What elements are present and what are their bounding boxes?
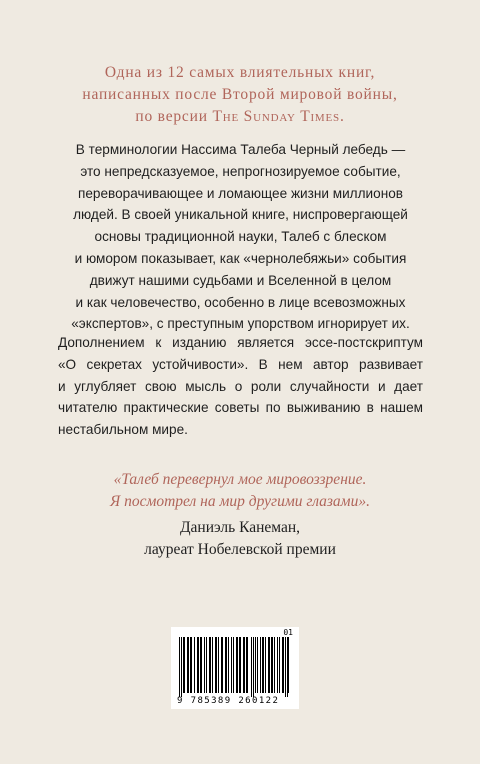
barcode-bar (209, 637, 211, 693)
tagline-line-1: Одна из 12 самых влиятельных книг, (104, 64, 376, 81)
barcode-bar (179, 637, 180, 697)
attribution-name: Даниэль Канеман, (179, 519, 301, 536)
quote-line-1: «Талеб перевернул мое мировоззрение. (113, 471, 367, 488)
barcode-bar (225, 637, 227, 693)
barcode-bar (218, 637, 219, 693)
paragraph-line: переворачивающее и ломающее жизни миллионов (77, 185, 403, 201)
barcode-bar (246, 637, 248, 693)
barcode-digits: 9 785389 260122 (177, 696, 280, 706)
barcode-bar (271, 637, 273, 693)
description-paragraph-2 (58, 332, 423, 441)
barcode-bar (197, 637, 199, 693)
barcode-bar (285, 637, 286, 697)
barcode-bar (287, 637, 288, 697)
barcode-bar (183, 637, 185, 693)
paragraph-line: «О секретах устойчивости». В нем автор развивает (58, 356, 423, 372)
paragraph-line: читателю практические советы по выживанию в нашем (58, 400, 423, 416)
tagline-suffix: . (339, 108, 345, 125)
barcode-addon: 01 (283, 628, 293, 637)
paragraph-line: и юмором показывает, как «чернолебяжьи» события (74, 250, 407, 266)
barcode-bar (228, 637, 229, 693)
barcode-bar (200, 637, 202, 693)
barcode-bar (239, 637, 241, 693)
barcode-bar (265, 637, 266, 693)
barcode-bar (257, 637, 258, 693)
barcode-bar (236, 637, 238, 693)
barcode-bar (243, 637, 245, 693)
paragraph-line: В терминологии Нассима Талеба Черный лебедь — (75, 142, 406, 157)
paragraph-line: движут нашими судьбами и Вселенной в целом (89, 272, 392, 288)
barcode-bar (194, 637, 195, 693)
barcode-bar (282, 637, 284, 693)
barcode-bar (277, 637, 278, 693)
paragraph-line: и углубляет свою мысль о роли случайности и дает (58, 378, 423, 394)
barcode-bar (204, 637, 205, 693)
paragraph-line: нестабильном мире. (58, 422, 188, 438)
paragraph-line: людей. В своей уникальной книге, ниспровергающей (73, 207, 408, 223)
barcode-bar (212, 637, 213, 693)
paragraph-line: это непредсказуемое, непрогнозируемое событие, (80, 163, 401, 179)
tagline-source: The Sunday Times (212, 108, 340, 125)
paragraph-line: основы традиционной науки, Талеб с блеском (94, 229, 387, 245)
barcode-bar (279, 637, 280, 693)
attribution-title: лауреат Нобелевской премии (144, 541, 336, 558)
barcode-bar (268, 637, 270, 693)
barcode-bar (221, 637, 223, 693)
barcode-bar (215, 637, 217, 693)
tagline-line-3 (40, 106, 440, 128)
barcode-bar (231, 637, 232, 693)
barcode-bar (288, 637, 289, 693)
description-paragraph-1 (58, 139, 423, 335)
review-quote (40, 469, 440, 513)
barcode (171, 627, 299, 709)
quote-attribution (40, 517, 440, 561)
quote-line-2: Я посмотрел на мир другими глазами». (110, 493, 370, 510)
barcode-bar (181, 637, 182, 697)
barcode-bar (253, 637, 254, 697)
paragraph-line: и как человечество, особенно в лице всевозможных (75, 294, 406, 310)
barcode-bar (274, 637, 275, 693)
barcode-bar (233, 637, 234, 693)
barcode-bar (190, 637, 192, 693)
barcode-bar (262, 637, 264, 693)
barcode-bar (187, 637, 189, 693)
paragraph-line: «экспертов», с преступным упорством игнорирует их. (71, 316, 410, 332)
barcode-bar (255, 637, 256, 693)
tagline-prefix: по версии (135, 108, 213, 125)
tagline (40, 62, 440, 128)
barcode-bar (251, 637, 252, 697)
tagline-line-2: написанных после Второй мировой войны, (82, 86, 398, 103)
barcode-bar (206, 637, 207, 693)
barcode-bar (260, 637, 261, 693)
paragraph-line: Дополнением к изданию является эссе-постскриптум (58, 335, 423, 350)
